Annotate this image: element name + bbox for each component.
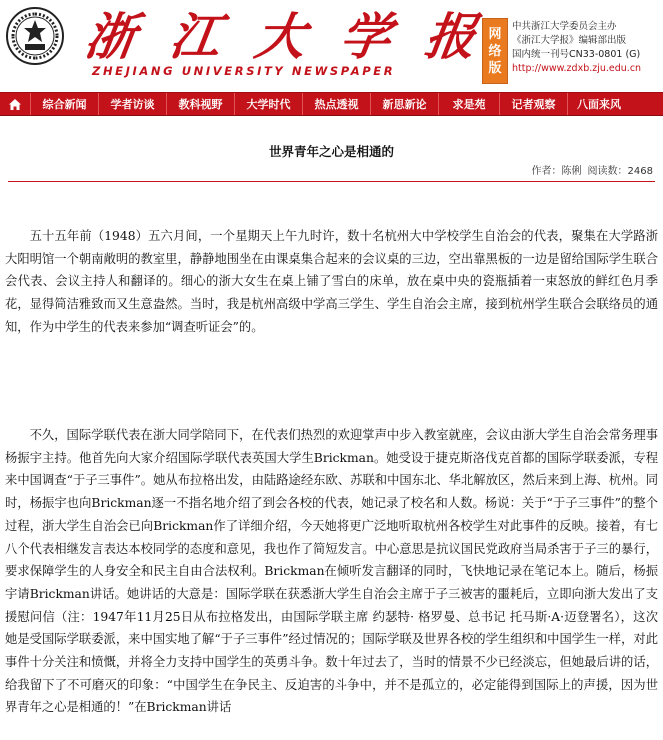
article-paragraph: 五十五年前（1948）五六月间，一个星期天上午九时许，数十名杭州大中学校学生自治会的代表，聚集在大学路浙大阳明馆一个朝南敞明的教室里，静静地围坐在由课桌集合起来的会议桌的三边，空出靠黑板的一边是留给国际学生联合会代表、会议主持人和翻译的。细心的浙大女生在桌上铺了雪白的床单，放在桌中央的瓷瓶插着一束怒放的鲜红色月季花，显得简洁雅致而又生意盎然。当时，我是杭州高级中学高三学生、学生自治会主席，接到杭州学生联合会联络员的通知，作为中学生的代表来参加“调查听证会”的。 [5, 229, 658, 334]
university-seal-logo[interactable] [5, 6, 65, 66]
online-edition-badge [482, 18, 508, 84]
read-count-label: 阅读数： [587, 166, 628, 177]
nav-item-education[interactable]: 教科视野 [166, 93, 234, 115]
title-char: 大 [251, 7, 310, 66]
title-char: 报 [421, 7, 480, 66]
nav-item-opinions[interactable]: 新思新论 [370, 93, 438, 115]
title-char: 浙 [81, 7, 140, 66]
publication-info [512, 20, 662, 76]
home-icon [8, 98, 22, 111]
edition-char: 版 [488, 60, 502, 76]
nav-item-interviews[interactable]: 学者访谈 [98, 93, 166, 115]
site-url[interactable]: http://www.zdxb.zju.edu.cn [512, 63, 642, 74]
nav-item-news[interactable]: 综合新闻 [30, 93, 98, 115]
read-count: 2468 [627, 166, 653, 177]
nav-item-features[interactable]: 八面来风 [567, 93, 630, 115]
article-byline [532, 162, 653, 177]
seal-icon [5, 6, 65, 66]
title-char: 江 [166, 7, 225, 66]
author-name: 陈俐 [561, 166, 582, 177]
article-title: 世界青年之心是相通的 [268, 144, 394, 159]
read-count-info [588, 162, 653, 177]
publisher-line: 中共浙江大学委员会主办 [512, 21, 617, 32]
nav-item-qiushi[interactable]: 求是苑 [438, 93, 499, 115]
home-button[interactable] [0, 93, 30, 115]
edition-char: 络 [488, 43, 502, 59]
article-paragraph: 不久，国际学联代表在浙大同学陪同下，在代表们热烈的欢迎掌声中步入教室就座，会议由浙大学生自治会常务理事杨振宇主持。他首先向大家介绍国际学联代表英国大学生Brickman。她受设于捷克斯洛伐克首都的国际学联委派，专程来中国调查“于子三事件”。她从布拉格出发，由陆路途经东欧、苏联和中国东北、华北解放区，然后来到上海、杭州。同时，杨振宇也向Brickman逐一不指名地介绍了到会各校的代表，她记录了校名和人数。杨说：关于“于子三事件”的整个过程，浙大学生自治会已向Brickman作了详细介绍，今天她将更广泛地听取杭州各校学生对此事件的反映。接着，有七八个代表相继发言表达本校同学的态度和意见，我也作了简短发言。中心意思是抗议国民党政府当局杀害于子三的暴行，要求保障学生的人身安全和民主自由合法权利。Brickman在倾听发言翻译的同时，飞快地记录在笔记本上。随后，杨振宇请Brickman讲话。她讲话的大意是：国际学联在获悉浙大学生自治会主席于子三被害的噩耗后，立即向浙大发出了支援慰问信（注：1947年11月25日从布拉格发出，由国际学联主席 约瑟特· 格罗曼、总书记 托马斯·A·迈登署名），这次她是受国际学联委派，来中国实地了解“于子三事件”经过情况的；国际学联及世界各校的学生组织和中国学生一样，对此事件十分关注和愤慨，并将全力支持中国学生的英勇斗争。数十年过去了，当时的情景不少已经淡忘，但她最后讲的话，给我留下了不可磨灭的印象：“中国学生在争民主、反迫害的斗争中，并不是孤立的，必定能得到国际上的声援，因为世界青年之心是相通的！”在Brickman讲话 [5, 428, 658, 715]
publisher-line: 国内统一刊号CN33-0801 (G) [512, 49, 641, 60]
edition-char: 网 [488, 26, 502, 42]
main-nav [0, 92, 663, 116]
newspaper-title-english: ZHEJIANG UNIVERSITY NEWSPAPER [92, 64, 396, 78]
divider [8, 181, 655, 182]
title-char: 学 [336, 7, 395, 66]
nav-item-reporter[interactable]: 记者观察 [499, 93, 567, 115]
author-info [532, 162, 582, 177]
nav-item-hot-topics[interactable]: 热点透视 [302, 93, 370, 115]
nav-item-campus-life[interactable]: 大学时代 [234, 93, 302, 115]
masthead [0, 0, 663, 93]
author-label: 作者： [531, 166, 562, 177]
newspaper-title [81, 2, 480, 66]
publisher-line: 《浙江大学报》编辑部出版 [512, 35, 627, 46]
